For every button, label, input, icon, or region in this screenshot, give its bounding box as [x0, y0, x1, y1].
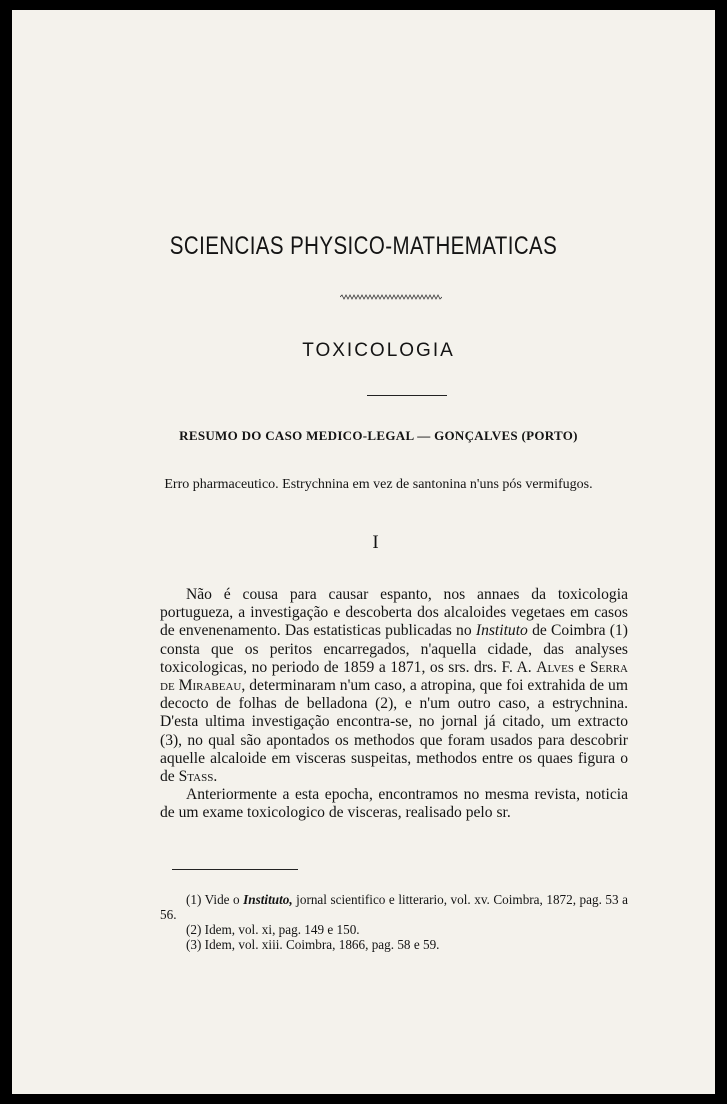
- case-subtitle: Erro pharmaceutico. Estrychnina em vez de santonina n'uns pós vermifugos.: [164, 477, 593, 492]
- case-title: RESUMO DO CASO MEDICO-LEGAL — GONÇALVES (PORTO): [179, 428, 578, 443]
- footnote-text: (3) Idem, vol. xiii. Coimbra, 1866, pag. 58 e 59.: [186, 937, 440, 952]
- footnote: [160, 937, 628, 952]
- footnote: [160, 922, 628, 937]
- wavy-ornament: [340, 294, 442, 300]
- section-title: SCIENCIAS PHYSICO-MATHEMATICAS: [169, 232, 558, 260]
- text-run: Anteriormente a esta epocha, encontramos no mesma revista, noticia de um exame toxicologico de visceras, realisado pelo sr.: [160, 786, 628, 822]
- text-run: de Coimbra (1) consta que os peritos encarregados, n'aquella cidade, das analyses toxicologicas, no periodo de 1859 a 1871, os srs. drs. F. A.: [160, 622, 628, 676]
- footnote-text: (1) Vide o: [186, 892, 244, 907]
- body-text: [160, 586, 628, 823]
- footnote: [160, 892, 628, 922]
- footnote-italic: Instituto,: [243, 892, 293, 907]
- footnote-text: (2) Idem, vol. xi, pag. 149 e 150.: [186, 922, 360, 937]
- small-caps-name: Alves: [536, 658, 574, 676]
- document-page: [12, 10, 715, 1094]
- paragraph: [160, 786, 628, 822]
- text-run: e: [574, 658, 590, 676]
- heading-divider: [367, 395, 447, 396]
- italic-text: Instituto: [475, 622, 528, 640]
- text-run: Não é cousa para causar espanto, nos annaes da toxicologia portugueza, a investigação e descoberta dos alcaloides vegetaes em casos de envenenamento. Das estatisticas publicadas no: [160, 586, 628, 640]
- footnote-divider: [172, 869, 298, 870]
- subject-heading: TOXICOLOGIA: [302, 340, 455, 361]
- chapter-numeral: I: [372, 532, 379, 553]
- text-run: .: [213, 768, 218, 786]
- small-caps-name: Serra de Mirabeau: [160, 658, 628, 695]
- text-run: , determinaram n'um caso, a atropina, que foi extrahida de um decocto de folhas de belladona (2), e n'um outro caso, a estrychnina. D'esta ultima investigação encontra-se, no jornal já citado, um extracto (3), no qual são apontados os methodos que foram usados para descobrir aquelle alcaloide em visceras suspeitas, methodos entre os quaes figura o de: [160, 677, 628, 786]
- footnote-text: jornal scientifico e litterario, vol. xv. Coimbra, 1872, pag. 53 a 56.: [160, 892, 628, 922]
- footnotes: [160, 892, 628, 952]
- paragraph: [160, 586, 628, 786]
- small-caps-name: Stass: [178, 768, 214, 786]
